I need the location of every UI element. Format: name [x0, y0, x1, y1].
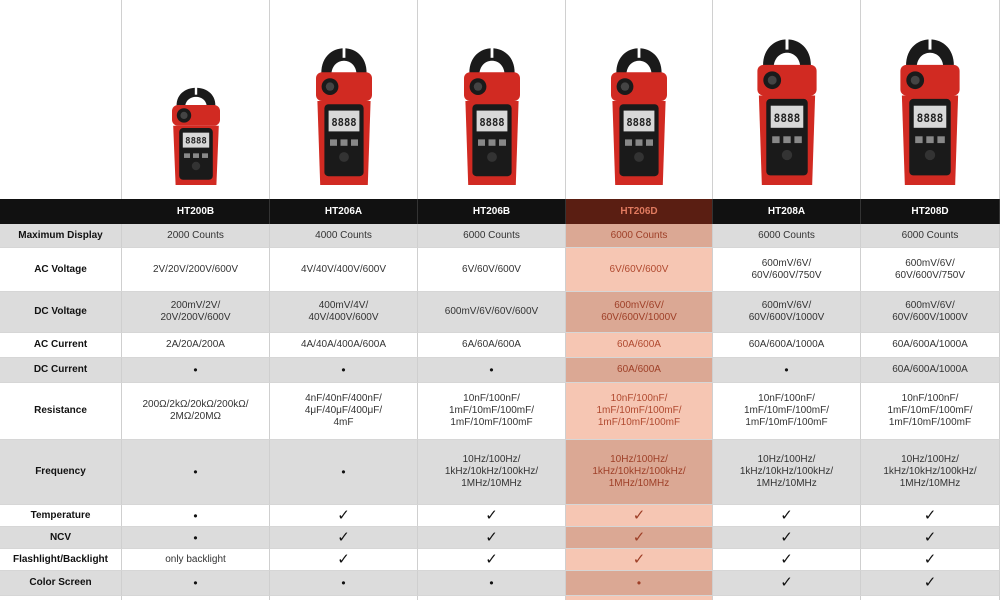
- row-label: AC Voltage: [0, 248, 122, 292]
- row-label: NCV: [0, 527, 122, 549]
- cell-value: 2V/20V/200V/600V: [152, 263, 239, 275]
- model-header-ht208d: HT208D: [861, 199, 1000, 224]
- row-label: Frequency: [0, 440, 122, 505]
- cell-value: 6V/60V/600V: [462, 263, 521, 275]
- svg-text:8888: 8888: [626, 116, 652, 129]
- cell-value: 600mV/6V/60V/600V: [444, 306, 539, 317]
- dot-icon: •: [341, 363, 346, 377]
- check-icon: ✓: [337, 550, 350, 568]
- clamp-meter-icon: [604, 17, 674, 189]
- table-cell: [713, 333, 861, 358]
- dot-icon: •: [193, 508, 198, 523]
- table-cell: [270, 383, 418, 440]
- cell-value: 10Hz/100Hz/ 1kHz/10kHz/100kHz/ 1MHz/10MHz: [592, 454, 686, 489]
- cell-value: 60A/600A/1000A: [892, 339, 968, 350]
- table-cell: [122, 440, 270, 505]
- cell-value: 6000 Counts: [901, 229, 959, 241]
- dot-icon: •: [193, 576, 198, 590]
- cell-value: 4A/40A/400A/600A: [300, 339, 387, 350]
- table-cell: [418, 440, 566, 505]
- table-cell: [713, 224, 861, 248]
- table-cell: [861, 571, 1000, 596]
- dot-icon: •: [489, 576, 494, 590]
- header-corner: [0, 199, 122, 224]
- table-cell: [122, 248, 270, 292]
- dot-icon: •: [193, 465, 198, 479]
- product-image-ht206d: [566, 0, 713, 199]
- svg-text:8888: 8888: [773, 111, 800, 125]
- table-cell: [861, 505, 1000, 527]
- product-image-ht208d: [861, 0, 1000, 199]
- table-cell: [713, 505, 861, 527]
- cell-value: 2000 Counts: [167, 229, 224, 241]
- check-icon: ✓: [632, 550, 646, 568]
- row-label: AC Current: [0, 333, 122, 358]
- cell-value: 10nF/100nF/ 1mF/10mF/100mF/ 1mF/10mF/100mF: [596, 393, 682, 428]
- table-cell: [566, 527, 713, 549]
- model-header-ht206a: HT206A: [270, 199, 418, 224]
- cell-value: 10nF/100nF/ 1mF/10mF/100mF/ 1mF/10mF/100mF: [743, 393, 830, 428]
- table-cell: [270, 571, 418, 596]
- svg-text:8888: 8888: [330, 116, 357, 129]
- model-header-ht206b: HT206B: [418, 199, 566, 224]
- table-cell: [566, 596, 713, 600]
- table-cell: [566, 505, 713, 527]
- table-cell: [861, 333, 1000, 358]
- table-cell: [270, 596, 418, 600]
- table-cell: [122, 224, 270, 248]
- table-cell: [270, 505, 418, 527]
- table-cell: [566, 248, 713, 292]
- product-image-ht200b: [122, 0, 270, 199]
- cell-value: 4nF/40nF/400nF/ 4μF/40μF/400μF/ 4mF: [304, 393, 383, 428]
- table-cell: [566, 292, 713, 333]
- cell-value: 200mV/2V/ 20V/200V/600V: [160, 300, 231, 323]
- cell-value: 2A/20A/200A: [166, 339, 225, 350]
- dot-icon: •: [193, 363, 198, 377]
- dot-icon: •: [193, 530, 198, 545]
- dot-icon: •: [784, 363, 789, 377]
- table-cell: [122, 333, 270, 358]
- dot-icon: •: [341, 576, 346, 590]
- cell-value: 200Ω/2kΩ/20kΩ/200kΩ/ 2MΩ/20MΩ: [142, 399, 249, 422]
- cell-value: 600mV/6V/ 60V/600V/1000V: [748, 300, 825, 323]
- table-cell: [122, 383, 270, 440]
- cell-value: only backlight: [165, 553, 226, 565]
- table-cell: [861, 383, 1000, 440]
- cell-value: 600mV/6V/ 60V/600V/1000V: [892, 300, 968, 323]
- cell-value: 400mV/4V/ 40V/400V/600V: [308, 300, 379, 323]
- table-cell: [713, 292, 861, 333]
- clamp-meter-icon: [750, 7, 824, 189]
- table-cell: [270, 248, 418, 292]
- table-cell: [418, 596, 566, 600]
- cell-value: 4V/40V/400V/600V: [300, 263, 387, 275]
- table-cell: [713, 383, 861, 440]
- table-cell: [418, 527, 566, 549]
- svg-text:8888: 8888: [916, 111, 944, 125]
- cell-value: 10nF/100nF/ 1mF/10mF/100mF/ 1mF/10mF/100mF: [448, 393, 535, 428]
- table-cell: [713, 571, 861, 596]
- row-label: Maximum Display: [0, 224, 122, 248]
- svg-text:8888: 8888: [478, 116, 505, 129]
- table-cell: [566, 383, 713, 440]
- clamp-meter-icon: [457, 17, 527, 189]
- cell-value: 6000 Counts: [610, 229, 668, 241]
- table-cell: [566, 224, 713, 248]
- product-image-ht206a: [270, 0, 418, 199]
- table-cell: [418, 505, 566, 527]
- dot-icon: •: [636, 576, 642, 590]
- dot-icon: •: [489, 363, 494, 377]
- clamp-meter-icon: [166, 62, 226, 189]
- image-corner-blank: [0, 0, 122, 199]
- cell-value: 6000 Counts: [758, 229, 815, 241]
- table-cell: [566, 333, 713, 358]
- table-cell: [566, 358, 713, 383]
- product-image-ht208a: [713, 0, 861, 199]
- table-cell: [861, 596, 1000, 600]
- table-cell: [418, 383, 566, 440]
- table-cell: [122, 358, 270, 383]
- check-icon: ✓: [923, 528, 937, 546]
- table-cell: [861, 292, 1000, 333]
- cell-value: 60A/600A: [617, 364, 661, 375]
- row-label: Resistance: [0, 383, 122, 440]
- table-cell: [122, 571, 270, 596]
- table-cell: [713, 527, 861, 549]
- dot-icon: •: [341, 465, 346, 479]
- model-header-ht208a: HT208A: [713, 199, 861, 224]
- check-icon: ✓: [337, 528, 350, 546]
- table-cell: [418, 571, 566, 596]
- table-cell: [418, 358, 566, 383]
- table-cell: [270, 527, 418, 549]
- table-cell: [270, 333, 418, 358]
- cell-value: 600mV/6V/ 60V/600V/1000V: [601, 300, 677, 323]
- check-icon: ✓: [485, 506, 498, 524]
- table-cell: [566, 549, 713, 571]
- table-cell: [418, 549, 566, 571]
- check-icon: ✓: [485, 528, 498, 546]
- check-icon: ✓: [780, 550, 793, 568]
- check-icon: ✓: [632, 528, 646, 546]
- check-icon: ✓: [780, 574, 793, 591]
- check-icon: ✓: [780, 506, 793, 524]
- table-cell: [122, 549, 270, 571]
- table-cell: [418, 292, 566, 333]
- cell-value: 6A/60A/600A: [462, 339, 521, 350]
- table-cell: [270, 549, 418, 571]
- row-label: [0, 596, 122, 600]
- table-cell: [861, 358, 1000, 383]
- cell-value: 10Hz/100Hz/ 1kHz/10kHz/100kHz/ 1MHz/10MHz: [739, 454, 834, 489]
- cell-value: 600mV/6V/ 60V/600V/750V: [894, 257, 966, 281]
- table-cell: [418, 224, 566, 248]
- check-icon: ✓: [923, 550, 937, 568]
- table-cell: [713, 549, 861, 571]
- cell-value: 10Hz/100Hz/ 1kHz/10kHz/100kHz/ 1MHz/10MHz: [444, 454, 539, 489]
- table-cell: [270, 440, 418, 505]
- table-cell: [566, 571, 713, 596]
- check-icon: ✓: [485, 550, 498, 568]
- row-label: Flashlight/Backlight: [0, 549, 122, 571]
- product-image-ht206b: [418, 0, 566, 199]
- row-label: Temperature: [0, 505, 122, 527]
- table-cell: [713, 248, 861, 292]
- table-cell: [122, 527, 270, 549]
- cell-value: 60A/600A: [617, 339, 661, 350]
- table-cell: [566, 440, 713, 505]
- table-cell: [861, 527, 1000, 549]
- cell-value: 4000 Counts: [315, 229, 372, 241]
- row-label: DC Voltage: [0, 292, 122, 333]
- check-icon: ✓: [632, 506, 646, 524]
- cell-value: 60A/600A/1000A: [892, 364, 968, 375]
- cell-value: 10nF/100nF/ 1mF/10mF/100mF/ 1mF/10mF/100mF: [887, 393, 973, 428]
- check-icon: ✓: [923, 506, 937, 524]
- cell-value: 10Hz/100Hz/ 1kHz/10kHz/100kHz/ 1MHz/10MHz: [883, 454, 977, 489]
- table-cell: [861, 248, 1000, 292]
- svg-text:8888: 8888: [184, 136, 207, 147]
- table-cell: [122, 292, 270, 333]
- clamp-meter-icon: [893, 7, 967, 189]
- cell-value: 60A/600A/1000A: [748, 339, 825, 350]
- table-cell: [713, 440, 861, 505]
- cell-value: 6000 Counts: [463, 229, 520, 241]
- cell-value: 6V/60V/600V: [609, 263, 669, 275]
- row-label: DC Current: [0, 358, 122, 383]
- table-cell: [861, 440, 1000, 505]
- model-header-ht206d: HT206D: [566, 199, 713, 224]
- table-cell: [713, 358, 861, 383]
- table-cell: [418, 333, 566, 358]
- table-cell: [270, 358, 418, 383]
- check-icon: ✓: [780, 528, 793, 546]
- cell-value: 600mV/6V/ 60V/600V/750V: [751, 257, 822, 281]
- check-icon: ✓: [923, 574, 937, 591]
- model-header-ht200b: HT200B: [122, 199, 270, 224]
- table-cell: [270, 292, 418, 333]
- row-label: Color Screen: [0, 571, 122, 596]
- table-cell: [122, 505, 270, 527]
- table-cell: [122, 596, 270, 600]
- table-cell: [713, 596, 861, 600]
- table-cell: [861, 549, 1000, 571]
- check-icon: ✓: [337, 506, 350, 524]
- table-cell: [270, 224, 418, 248]
- clamp-meter-icon: [309, 17, 379, 189]
- table-cell: [861, 224, 1000, 248]
- table-cell: [418, 248, 566, 292]
